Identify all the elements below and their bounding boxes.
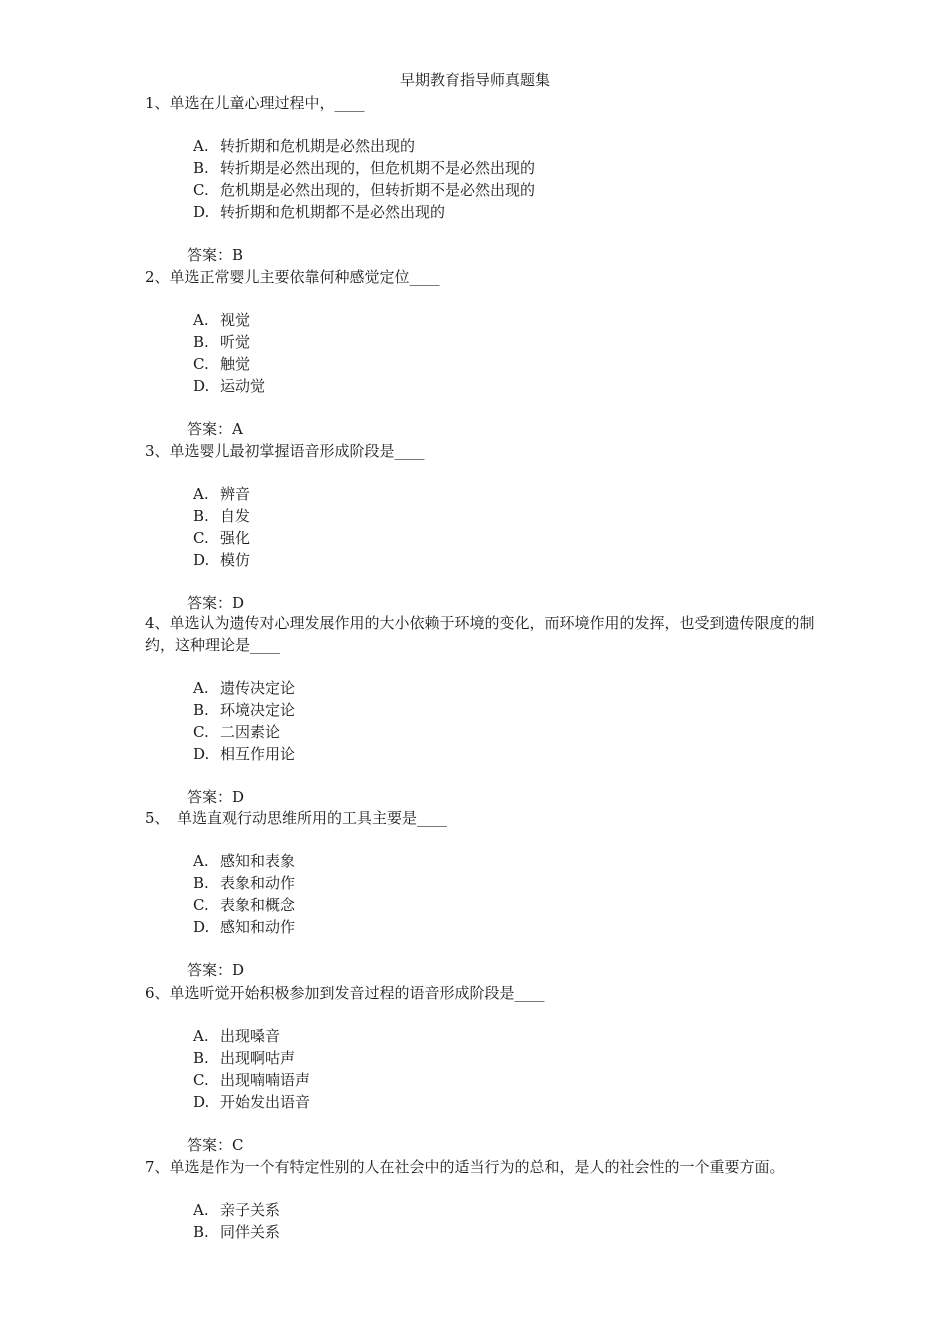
option-text: 环境决定论 [220,701,296,719]
question-stem [145,807,815,829]
option-letter: C. [193,529,209,547]
question-number: 3、 [145,442,170,460]
option-letter: C. [193,896,209,914]
option-letter: D. [193,377,210,395]
option-letter: A. [193,485,209,503]
option-text: 触觉 [220,355,251,373]
option-list [193,850,815,938]
option-letter: C. [193,355,209,373]
option-item [193,1091,815,1113]
option-list [193,483,815,571]
option-text: 自发 [220,507,251,525]
option-item [193,353,815,375]
question-number: 2、 [145,268,170,286]
option-item [193,699,815,721]
option-letter: B. [193,1223,209,1241]
option-item [193,331,815,353]
option-letter: C. [193,1071,209,1089]
option-item [193,309,815,331]
answer-line: 答案：D [187,594,245,612]
option-item [193,1069,815,1091]
question-text: 单选听觉开始积极参加到发音过程的语音形成阶段是____ [169,984,545,1002]
option-item [193,157,815,179]
option-letter: C. [193,723,209,741]
option-text: 相互作用论 [220,745,296,763]
question-text: 单选认为遗传对心理发展作用的大小依赖于环境的变化，而环境作用的发挥，也受到遗传限度的制约，这种理论是____ [145,614,815,654]
option-text: 同伴关系 [220,1223,281,1241]
option-text: 出现喃喃语声 [220,1071,311,1089]
option-text: 模仿 [220,551,251,569]
option-letter: D. [193,1093,210,1111]
question-stem [145,266,815,288]
option-letter: B. [193,507,209,525]
question-2 [145,266,815,440]
option-item [193,721,815,743]
option-letter: A. [193,311,209,329]
option-text: 转折期是必然出现的，但危机期不是必然出现的 [220,159,536,177]
option-list [193,309,815,397]
option-letter: C. [193,181,209,199]
option-item [193,201,815,223]
option-item [193,1221,815,1243]
option-letter: A. [193,679,209,697]
option-item [193,743,815,765]
option-text: 出现啊咕声 [220,1049,296,1067]
question-stem [145,982,815,1004]
question-7 [145,1156,815,1243]
option-list [193,135,815,223]
option-text: 开始发出语音 [220,1093,311,1111]
answer-line: 答案：A [187,420,243,438]
option-text: 转折期和危机期是必然出现的 [220,137,416,155]
answer-line: 答案：C [187,1136,244,1154]
question-6 [145,982,815,1156]
answer-line: 答案：D [187,788,245,806]
question-1 [145,92,815,266]
question-text: 单选婴儿最初掌握语音形成阶段是____ [169,442,425,460]
option-letter: A. [193,1201,209,1219]
question-text: 单选在儿童心理过程中，____ [169,94,365,112]
option-text: 辨音 [220,485,251,503]
option-letter: D. [193,203,210,221]
question-number: 1、 [145,94,170,112]
question-3 [145,440,815,614]
question-text: 单选直观行动思维所用的工具主要是____ [162,809,448,827]
option-letter: A. [193,137,209,155]
option-text: 二因素论 [220,723,281,741]
option-text: 遗传决定论 [220,679,296,697]
option-item [193,505,815,527]
question-number: 5、 [145,809,163,827]
option-item [193,179,815,201]
option-letter: D. [193,918,210,936]
option-letter: B. [193,159,209,177]
option-letter: D. [193,745,210,763]
option-item [193,916,815,938]
option-letter: B. [193,333,209,351]
option-text: 视觉 [220,311,251,329]
option-item [193,483,815,505]
option-text: 感知和动作 [220,918,296,936]
question-number: 4、 [145,614,170,632]
question-text: 单选是作为一个有特定性别的人在社会中的适当行为的总和，是人的社会性的一个重要方面。 [169,1158,785,1176]
question-5 [145,807,815,981]
option-list [193,1199,815,1243]
question-stem [145,440,815,462]
option-letter: A. [193,852,209,870]
option-text: 出现嗓音 [220,1027,281,1045]
answer-line: 答案：B [187,246,244,264]
option-item [193,135,815,157]
option-item [193,850,815,872]
option-letter: B. [193,874,209,892]
answer-line: 答案：D [187,961,245,979]
question-number: 7、 [145,1158,170,1176]
option-text: 感知和表象 [220,852,296,870]
option-text: 转折期和危机期都不是必然出现的 [220,203,446,221]
question-number: 6、 [145,984,170,1002]
question-stem [145,92,815,114]
option-list [193,1025,815,1113]
question-stem [145,1156,815,1178]
question-stem [145,612,815,656]
option-item [193,894,815,916]
option-item [193,1199,815,1221]
option-text: 强化 [220,529,251,547]
option-item [193,1047,815,1069]
document-title: 早期教育指导师真题集 [399,71,550,89]
option-item [193,1025,815,1047]
option-text: 听觉 [220,333,251,351]
option-text: 亲子关系 [220,1201,281,1219]
option-letter: D. [193,551,210,569]
question-4 [145,612,815,808]
question-text: 单选正常婴儿主要依靠何种感觉定位____ [169,268,440,286]
option-item [193,677,815,699]
option-item [193,872,815,894]
option-text: 表象和概念 [220,896,296,914]
option-item [193,527,815,549]
option-item [193,375,815,397]
option-text: 运动觉 [220,377,266,395]
option-letter: B. [193,1049,209,1067]
option-item [193,549,815,571]
option-text: 表象和动作 [220,874,296,892]
option-list [193,677,815,765]
option-letter: B. [193,701,209,719]
option-text: 危机期是必然出现的，但转折期不是必然出现的 [220,181,536,199]
option-letter: A. [193,1027,209,1045]
